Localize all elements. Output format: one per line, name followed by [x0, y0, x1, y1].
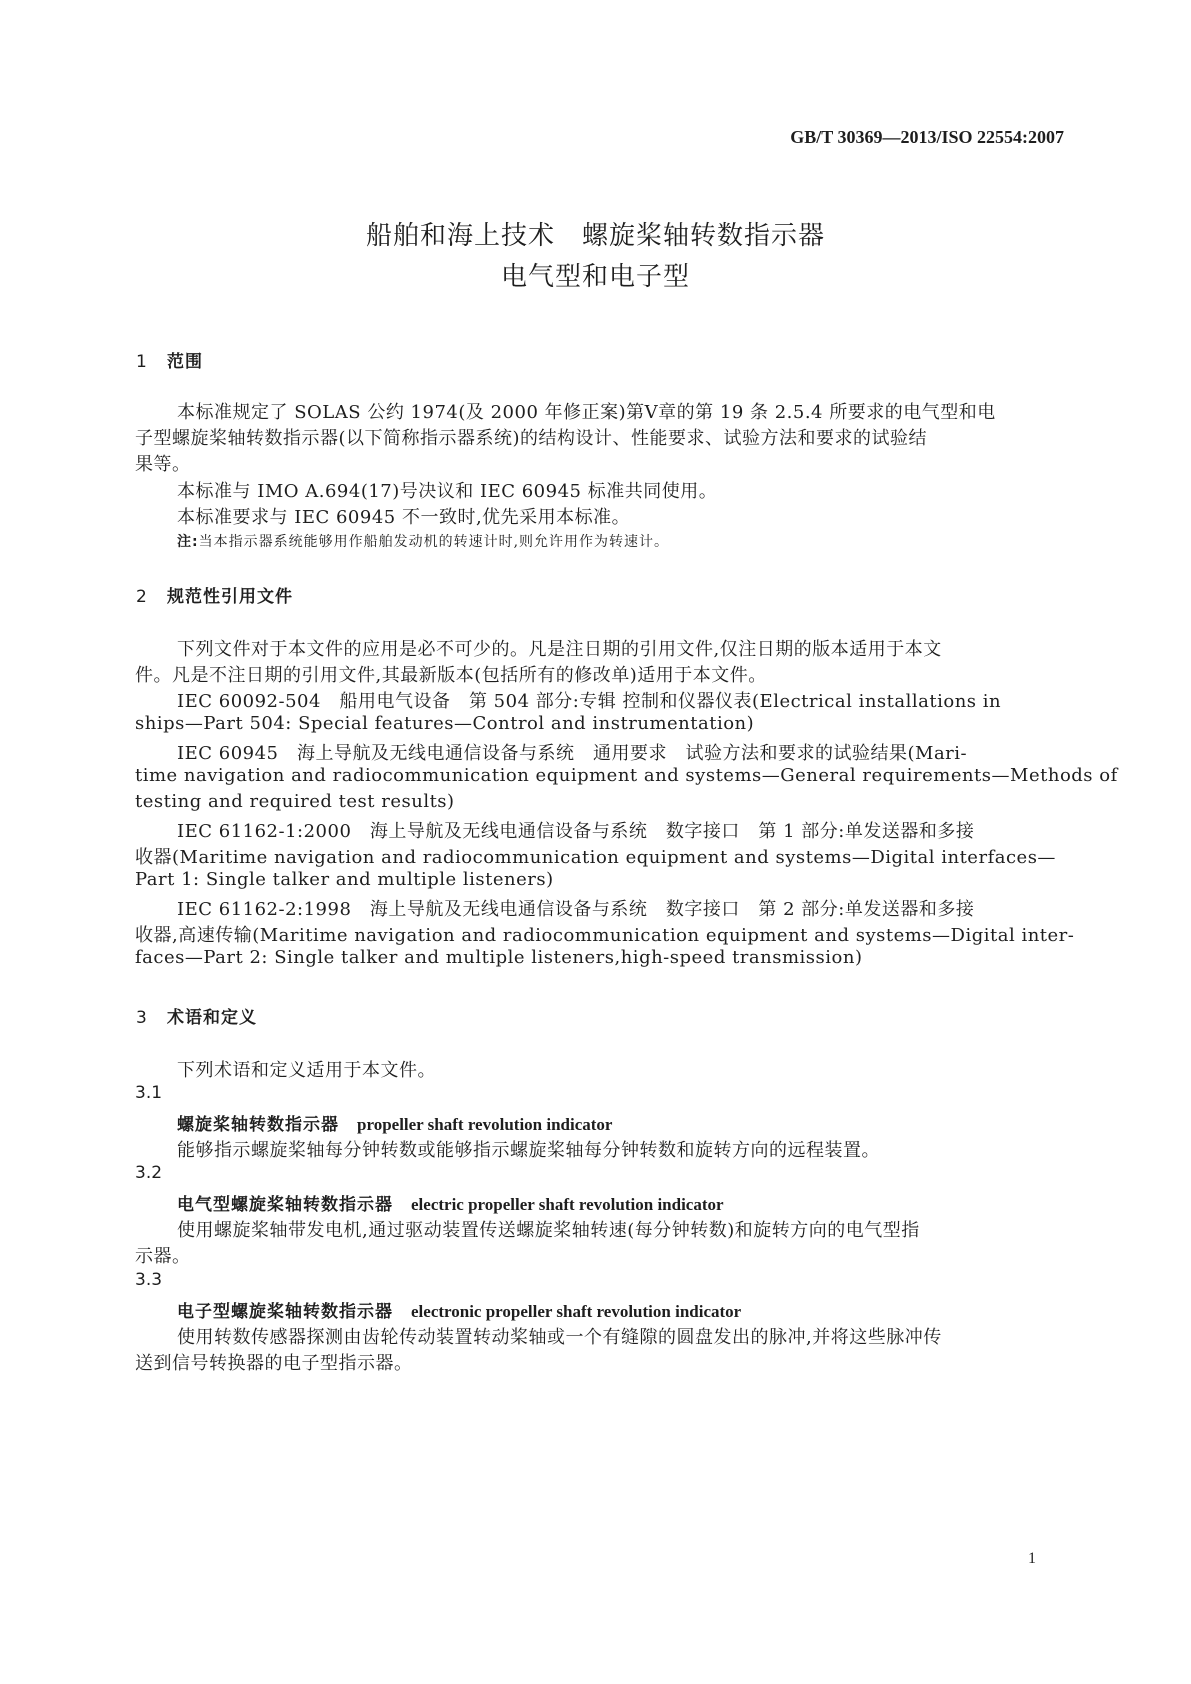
- page-number: 1: [1028, 1550, 1036, 1567]
- term-zh: 电子型螺旋桨轴转数指示器: [177, 1302, 393, 1322]
- section-title: 规范性引用文件: [167, 587, 293, 607]
- note: [177, 531, 669, 551]
- reference-line: IEC 60092-504 船用电气设备 第 504 部分:专辑 控制和仪器仪表(Electrical installations in: [177, 691, 1002, 712]
- standard-code: GB/T 30369—2013/ISO 22554:2007: [790, 127, 1064, 147]
- definition-line: 能够指示螺旋桨轴每分钟转数或能够指示螺旋桨轴每分钟转数和旋转方向的远程装置。: [177, 1140, 880, 1161]
- reference-line: faces—Part 2: Single talker and multiple listeners,high-speed transmission): [135, 947, 863, 968]
- term-zh: 螺旋桨轴转数指示器: [177, 1115, 339, 1135]
- clause-number: 3.3: [135, 1270, 163, 1290]
- note-text: 当本指示器系统能够用作船舶发动机的转速计时,则允许用作为转速计。: [198, 534, 670, 550]
- definition-line: 使用螺旋桨轴带发电机,通过驱动装置传送螺旋桨轴转速(每分钟转数)和旋转方向的电气型指: [177, 1220, 920, 1241]
- reference-line: ships—Part 504: Special features—Control and instrumentation): [135, 713, 755, 734]
- definition-line: 使用转数传感器探测由齿轮传动装置转动桨轴或一个有缝隙的圆盘发出的脉冲,并将这些脉冲传: [177, 1327, 942, 1348]
- term-en: electric propeller shaft revolution indicator: [411, 1195, 724, 1214]
- reference-line: 收器,高速传输(Maritime navigation and radiocommunication equipment and systems—Digital inter-: [135, 925, 1075, 946]
- paragraph-line: 本标准要求与 IEC 60945 不一致时,优先采用本标准。: [177, 507, 631, 528]
- term-en: electronic propeller shaft revolution indicator: [411, 1302, 742, 1321]
- section-number: 1: [136, 352, 147, 372]
- definition-line: 示器。: [135, 1246, 191, 1267]
- section-heading-normative-references: [136, 582, 293, 607]
- paragraph-line: 子型螺旋桨轴转数指示器(以下简称指示器系统)的结构设计、性能要求、试验方法和要求的试验结: [135, 428, 928, 449]
- reference-line: IEC 60945 海上导航及无线电通信设备与系统 通用要求 试验方法和要求的试验结果(Mari-: [177, 743, 968, 764]
- clause-number: 3.2: [135, 1163, 163, 1183]
- paragraph-line: 下列文件对于本文件的应用是必不可少的。凡是注日期的引用文件,仅注日期的版本适用于本文: [177, 639, 942, 660]
- section-heading-scope: [136, 347, 203, 372]
- reference-line: time navigation and radiocommunication equipment and systems—General requirements—Methods of: [135, 765, 1118, 786]
- term-entry: [177, 1297, 741, 1322]
- note-label: 注:: [177, 534, 199, 550]
- reference-line: 收器(Maritime navigation and radiocommunication equipment and systems—Digital interfaces—: [135, 847, 1056, 868]
- term-entry: [177, 1190, 724, 1215]
- term-zh: 电气型螺旋桨轴转数指示器: [177, 1195, 393, 1215]
- section-number: 3: [136, 1008, 147, 1028]
- clause-number: 3.1: [135, 1083, 163, 1103]
- paragraph-line: 本标准规定了 SOLAS 公约 1974(及 2000 年修正案)第Ⅴ章的第 19 条 2.5.4 所要求的电气型和电: [177, 402, 996, 423]
- reference-line: IEC 61162-1:2000 海上导航及无线电通信设备与系统 数字接口 第 1 部分:单发送器和多接: [177, 821, 975, 842]
- reference-line: Part 1: Single talker and multiple listeners): [135, 869, 554, 890]
- reference-line: testing and required test results): [135, 791, 455, 812]
- document-title-line1: 船舶和海上技术 螺旋桨轴转数指示器: [365, 221, 825, 251]
- section-number: 2: [136, 587, 147, 607]
- paragraph-line: 果等。: [135, 454, 191, 475]
- document-title-line2: 电气型和电子型: [500, 262, 690, 292]
- section-title: 范围: [167, 352, 203, 372]
- reference-line: IEC 61162-2:1998 海上导航及无线电通信设备与系统 数字接口 第 2 部分:单发送器和多接: [177, 899, 975, 920]
- term-en: propeller shaft revolution indicator: [357, 1115, 613, 1134]
- definition-line: 送到信号转换器的电子型指示器。: [135, 1353, 413, 1374]
- paragraph-line: 本标准与 IMO A.694(17)号决议和 IEC 60945 标准共同使用。: [177, 481, 718, 502]
- section-title: 术语和定义: [167, 1008, 257, 1028]
- paragraph-line: 下列术语和定义适用于本文件。: [177, 1060, 436, 1081]
- term-entry: [177, 1110, 612, 1135]
- section-heading-terms-definitions: [136, 1003, 257, 1028]
- paragraph-line: 件。凡是不注日期的引用文件,其最新版本(包括所有的修改单)适用于本文件。: [135, 665, 767, 686]
